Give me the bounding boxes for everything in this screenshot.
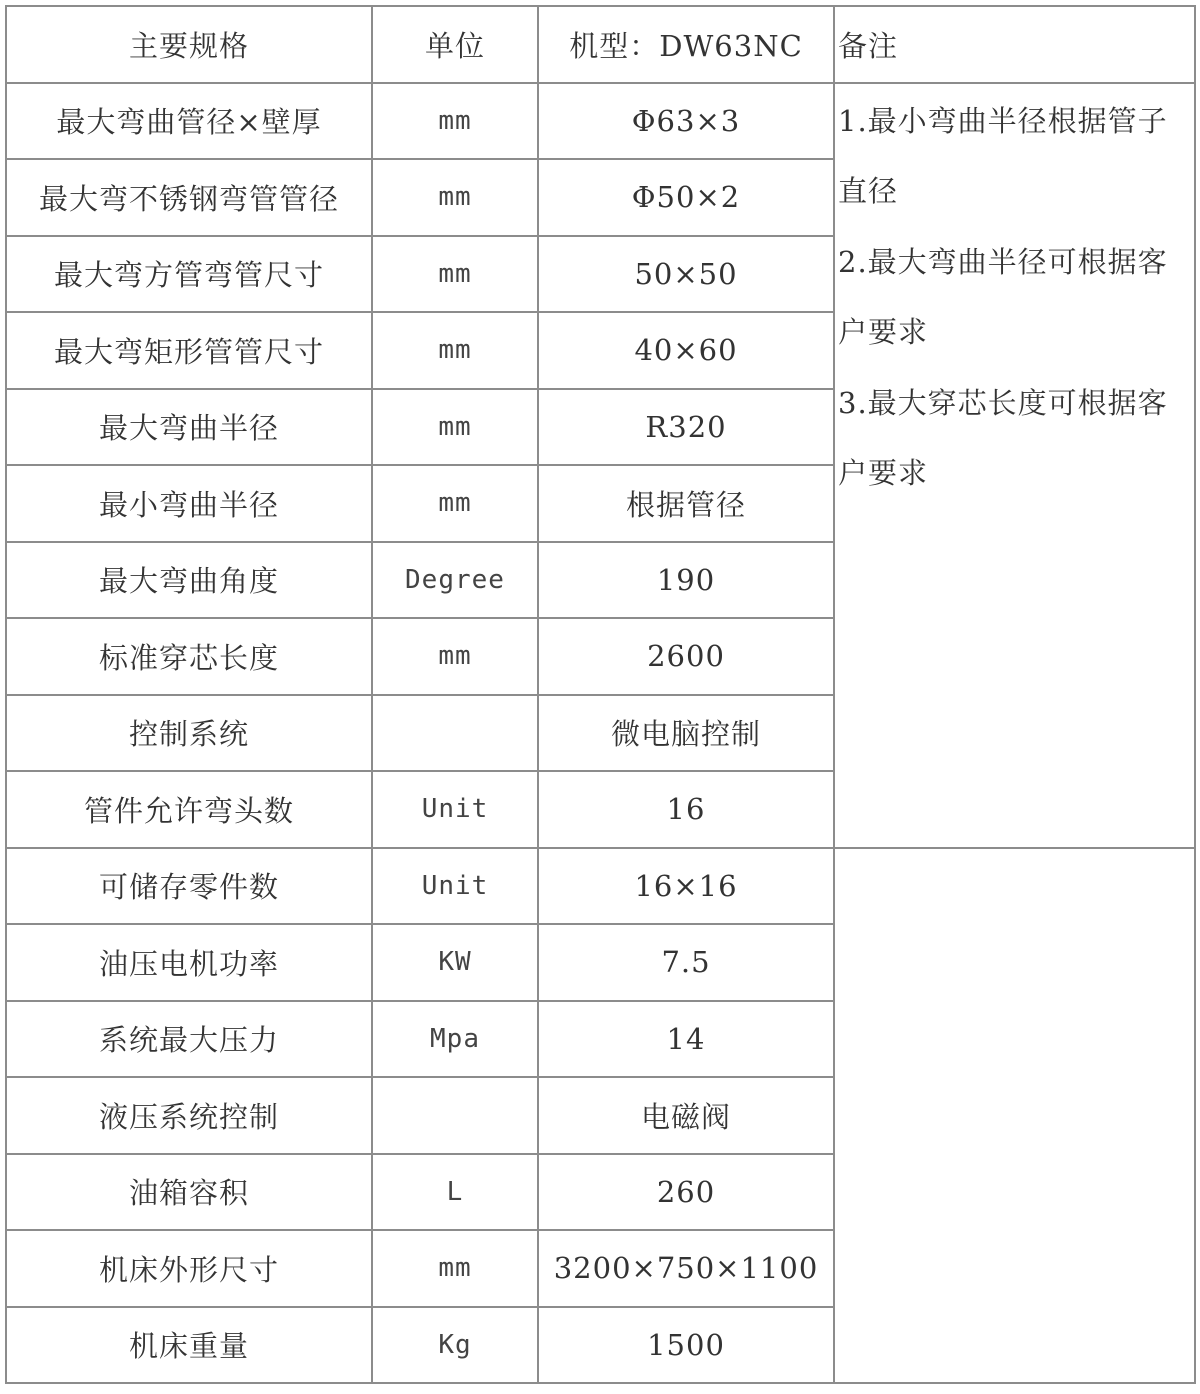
spec-cell: 控制系统 (6, 695, 372, 772)
spec-cell: 油压电机功率 (6, 924, 372, 1001)
spec-cell: 最大弯矩形管管尺寸 (6, 312, 372, 389)
remark-item: 3.最大穿芯长度可根据客户要求 (838, 385, 1168, 490)
value-cell: 50×50 (538, 236, 834, 313)
value-cell: Φ50×2 (538, 159, 834, 236)
value-cell: 14 (538, 1001, 834, 1078)
unit-cell (372, 695, 538, 772)
unit-cell: KW (372, 924, 538, 1001)
value-cell: 3200×750×1100 (538, 1230, 834, 1307)
spec-cell: 液压系统控制 (6, 1077, 372, 1154)
spec-cell: 管件允许弯头数 (6, 771, 372, 848)
header-model: 机型：DW63NC (538, 6, 834, 83)
spec-cell: 机床外形尺寸 (6, 1230, 372, 1307)
remark-item: 1.最小弯曲半径根据管子直径 (838, 103, 1168, 208)
value-cell: 根据管径 (538, 465, 834, 542)
spec-cell: 油箱容积 (6, 1154, 372, 1231)
unit-cell: mm (372, 465, 538, 542)
spec-cell: 最大弯方管弯管尺寸 (6, 236, 372, 313)
table-row (6, 83, 1195, 160)
value-cell: 16 (538, 771, 834, 848)
unit-cell: mm (372, 312, 538, 389)
unit-cell: Unit (372, 848, 538, 925)
unit-cell: L (372, 1154, 538, 1231)
unit-cell: mm (372, 236, 538, 313)
value-cell: 7.5 (538, 924, 834, 1001)
value-cell: 2600 (538, 618, 834, 695)
unit-cell: mm (372, 389, 538, 466)
spec-cell: 机床重量 (6, 1307, 372, 1384)
value-cell: 1500 (538, 1307, 834, 1384)
spec-cell: 最大弯曲角度 (6, 542, 372, 619)
spec-cell: 最大弯曲半径 (6, 389, 372, 466)
value-cell: 微电脑控制 (538, 695, 834, 772)
spec-cell: 可储存零件数 (6, 848, 372, 925)
unit-cell (372, 1077, 538, 1154)
remark-item: 2.最大弯曲半径可根据客户要求 (838, 244, 1168, 349)
value-cell: R320 (538, 389, 834, 466)
unit-cell: Kg (372, 1307, 538, 1384)
unit-cell: Unit (372, 771, 538, 848)
header-unit: 单位 (372, 6, 538, 83)
spec-table (5, 5, 1196, 1384)
header-row (6, 6, 1195, 83)
table-row (6, 848, 1195, 925)
value-cell: 40×60 (538, 312, 834, 389)
spec-cell: 最小弯曲半径 (6, 465, 372, 542)
remarks-empty-cell (834, 848, 1195, 1384)
value-cell: 16×16 (538, 848, 834, 925)
spec-cell: 系统最大压力 (6, 1001, 372, 1078)
value-cell: 电磁阀 (538, 1077, 834, 1154)
unit-cell: Degree (372, 542, 538, 619)
spec-cell: 最大弯曲管径×壁厚 (6, 83, 372, 160)
header-spec: 主要规格 (6, 6, 372, 83)
spec-cell: 标准穿芯长度 (6, 618, 372, 695)
unit-cell: mm (372, 1230, 538, 1307)
remarks-cell (834, 83, 1195, 848)
unit-cell: Mpa (372, 1001, 538, 1078)
spec-cell: 最大弯不锈钢弯管管径 (6, 159, 372, 236)
value-cell: 260 (538, 1154, 834, 1231)
unit-cell: mm (372, 159, 538, 236)
header-remarks: 备注 (834, 6, 1195, 83)
value-cell: 190 (538, 542, 834, 619)
unit-cell: mm (372, 83, 538, 160)
unit-cell: mm (372, 618, 538, 695)
value-cell: Φ63×3 (538, 83, 834, 160)
